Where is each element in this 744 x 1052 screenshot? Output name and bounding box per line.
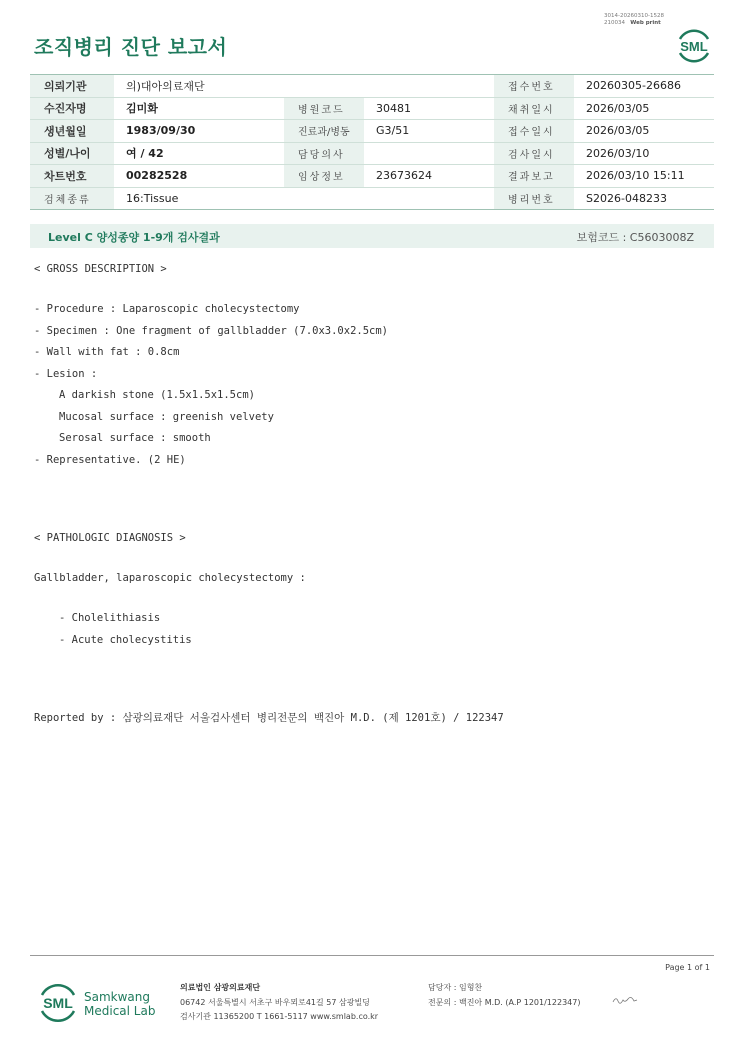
info-label: 수진자명 <box>30 97 114 120</box>
info-label: 성별/나이 <box>30 142 114 165</box>
svg-text:SML: SML <box>43 995 73 1011</box>
gross-representative: - Representative. (2 HE) <box>34 454 186 466</box>
info-label: 채취일시 <box>494 97 574 120</box>
info-label: 접수번호 <box>494 75 574 98</box>
info-value: S2026-048233 <box>574 187 714 210</box>
print-reference <box>604 13 694 27</box>
info-row <box>30 75 714 98</box>
gross-lesion: - Lesion : <box>34 368 98 380</box>
info-label: 접수일시 <box>494 120 574 143</box>
gross-procedure: - Procedure : Laparoscopic cholecystectomy <box>34 303 300 315</box>
lesion-mucosal: Mucosal surface : greenish velvety <box>59 411 274 423</box>
info-label: 차트번호 <box>30 165 114 188</box>
signature-icon <box>612 994 638 1006</box>
pathologic-diagnosis-header: < PATHOLOGIC DIAGNOSIS > <box>34 532 186 544</box>
info-value: 23673624 <box>364 165 494 188</box>
info-value: 의)대아의료재단 <box>114 75 284 98</box>
info-row <box>30 142 714 165</box>
info-label: 병원코드 <box>284 97 364 120</box>
info-label: 임상정보 <box>284 165 364 188</box>
info-value: 20260305-26686 <box>574 75 714 98</box>
info-value: 김미화 <box>114 97 284 120</box>
info-value: 여 / 42 <box>114 142 284 165</box>
info-row <box>30 120 714 143</box>
info-label <box>284 75 364 98</box>
footer-manager: 담당자 : 임형찬 <box>428 983 483 992</box>
info-label: 검체종류 <box>30 187 114 210</box>
lesion-stone: A darkish stone (1.5x1.5x1.5cm) <box>59 389 255 401</box>
lab-name-line1: Samkwang <box>84 990 150 1004</box>
info-value <box>364 75 494 98</box>
info-value: 2026/03/10 <box>574 142 714 165</box>
sml-logo-icon <box>674 26 714 64</box>
info-value: 30481 <box>364 97 494 120</box>
sml-footer-logo-icon <box>36 980 80 1024</box>
report-title: 조직병리 진단 보고서 <box>34 35 228 59</box>
info-row <box>30 97 714 120</box>
footer-contact: 검사기관 11365200 T 1661-5117 www.smlab.co.kr <box>180 1012 379 1021</box>
info-label: 결과보고 <box>494 165 574 188</box>
page-number: Page 1 of 1 <box>665 963 710 972</box>
info-value: 2026/03/05 <box>574 120 714 143</box>
gross-wall: - Wall with fat : 0.8cm <box>34 346 180 358</box>
lesion-serosal: Serosal surface : smooth <box>59 432 211 444</box>
footer-specialist: 전문의 : 백진아 M.D. (A.P 1201/122347) <box>428 998 581 1007</box>
info-value: 2026/03/05 <box>574 97 714 120</box>
info-value <box>364 187 494 210</box>
info-value: 2026/03/10 15:11 <box>574 165 714 188</box>
info-value: 16:Tissue <box>114 187 284 210</box>
diagnosis-site: Gallbladder, laparoscopic cholecystectomy : <box>34 572 306 584</box>
info-value: 1983/09/30 <box>114 120 284 143</box>
info-label <box>284 187 364 210</box>
diagnosis-item: - Cholelithiasis <box>59 612 161 624</box>
svg-text:SML: SML <box>680 39 708 54</box>
patient-info-table <box>30 74 714 210</box>
reported-by: Reported by : 삼광의료재단 서울검사센터 병리전문의 백진아 M.D. (제 1201호) / 122347 <box>34 712 504 724</box>
footer-org: 의료법인 삼광의료재단 <box>180 983 261 992</box>
test-level-bar <box>30 224 714 248</box>
info-row <box>30 187 714 210</box>
info-label: 진료과/병동 <box>284 120 364 143</box>
test-level-label: Level C 양성종양 1-9개 검사결과 <box>48 231 220 244</box>
info-label: 검사일시 <box>494 142 574 165</box>
info-row <box>30 165 714 188</box>
gross-specimen: - Specimen : One fragment of gallbladder (7.0x3.0x2.5cm) <box>34 325 389 337</box>
info-value <box>364 142 494 165</box>
info-label: 병리번호 <box>494 187 574 210</box>
footer-address: 06742 서울특별시 서초구 바우뫼로41길 57 삼광빌딩 <box>180 998 370 1007</box>
info-label: 의뢰기관 <box>30 75 114 98</box>
info-value: 00282528 <box>114 165 284 188</box>
gross-description-header: < GROSS DESCRIPTION > <box>34 263 167 275</box>
info-value: G3/51 <box>364 120 494 143</box>
print-ref-line1: 3014-20260310-1528 <box>604 13 664 19</box>
insurance-code: 보험코드 : C5603008Z <box>576 231 694 244</box>
diagnosis-item: - Acute cholecystitis <box>59 634 192 646</box>
footer-divider <box>30 955 714 956</box>
info-label: 담당의사 <box>284 142 364 165</box>
print-ref-line2: 210034 Web print <box>604 20 661 26</box>
info-label: 생년월일 <box>30 120 114 143</box>
lab-name-line2: Medical Lab <box>84 1004 156 1018</box>
